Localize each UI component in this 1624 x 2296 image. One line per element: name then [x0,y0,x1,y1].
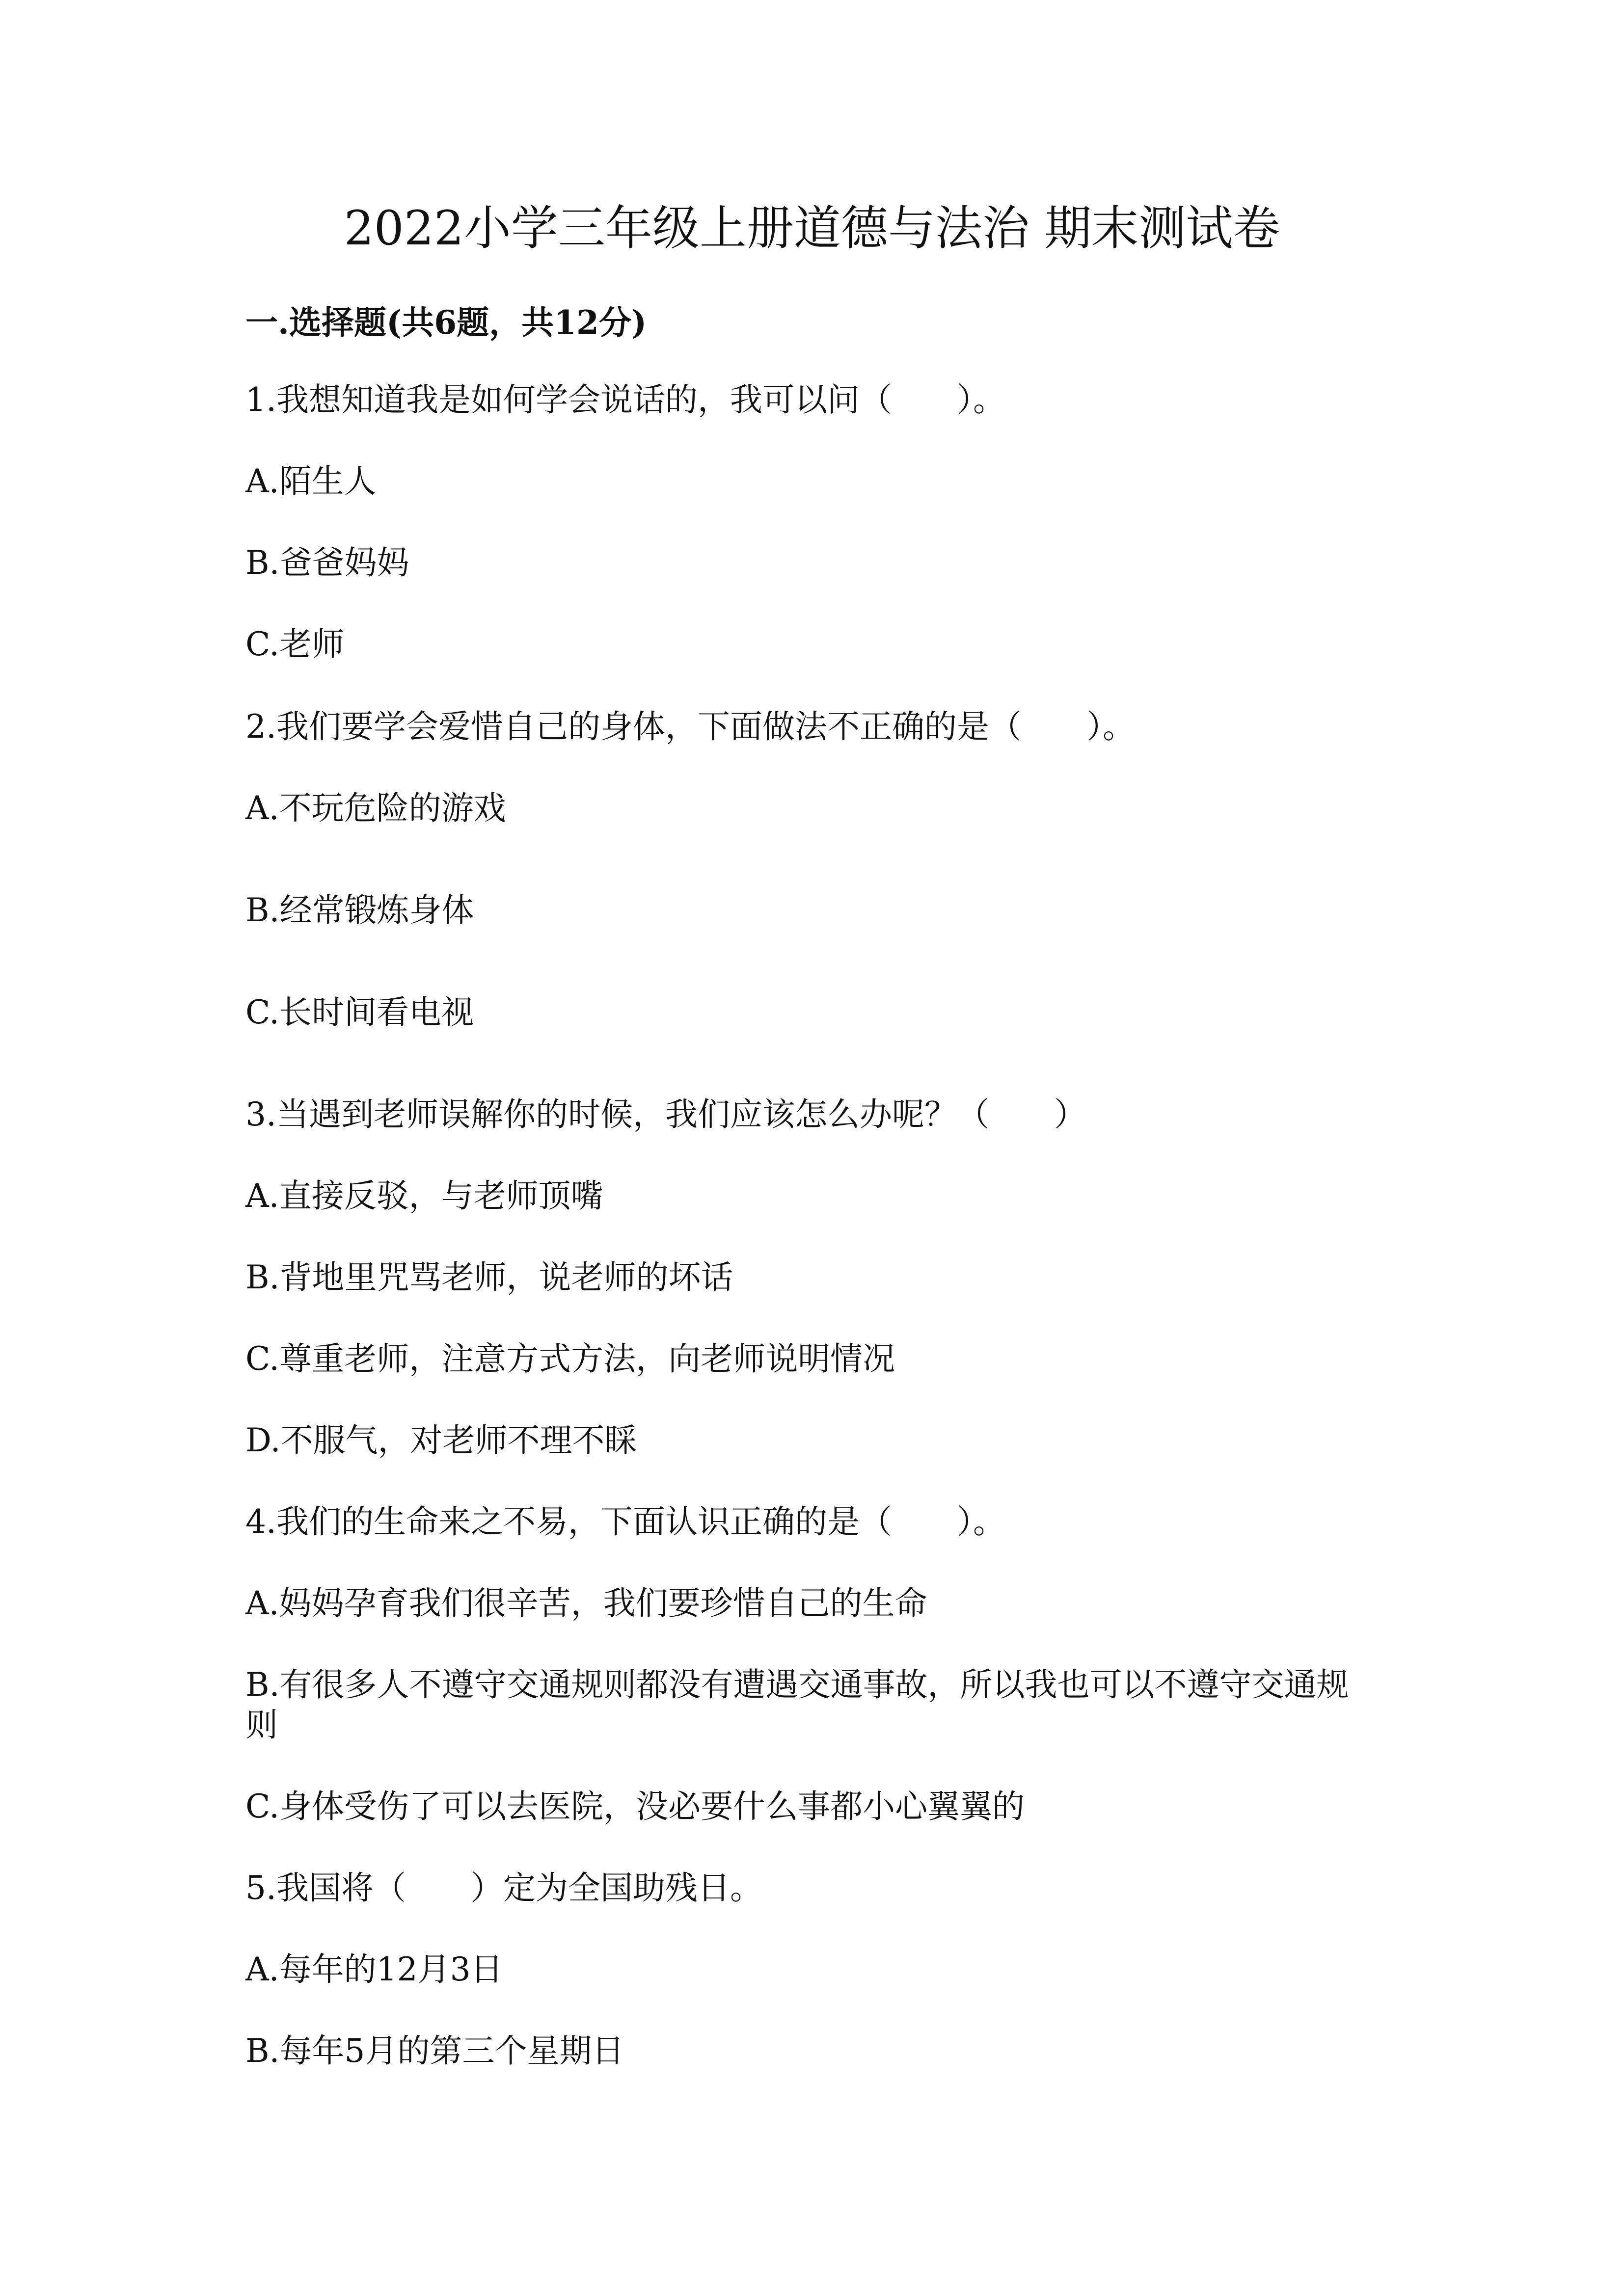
section-heading: 一.选择题(共6题，共12分) [245,303,647,342]
question-5-stem: 5.我国将（ ）定为全国助残日。 [245,1869,762,1907]
question-5-option-a: A.每年的12月3日 [245,1950,503,1988]
question-1-stem: 1.我想知道我是如何学会说话的，我可以问（ ）。 [245,381,1005,419]
question-2-option-c: C.长时间看电视 [245,993,474,1031]
question-3-option-a: A.直接反驳，与老师顶嘴 [245,1177,603,1215]
question-1-option-a: A.陌生人 [245,462,377,500]
question-2-stem: 2.我们要学会爱惜自己的身体，下面做法不正确的是（ ）。 [245,708,1135,746]
question-3-option-c: C.尊重老师，注意方式方法，向老师说明情况 [245,1340,895,1378]
question-1-option-b: B.爸爸妈妈 [245,544,409,582]
question-3-stem: 3.当遇到老师误解你的时候，我们应该怎么办呢？（ ） [245,1095,1086,1133]
question-4-option-c: C.身体受伤了可以去医院，没必要什么事都小心翼翼的 [245,1788,1025,1825]
question-3-option-b: B.背地里咒骂老师，说老师的坏话 [245,1258,733,1296]
page-title: 2022小学三年级上册道德与法治 期末测试卷 [344,201,1280,256]
question-4-stem: 4.我们的生命来之不易，下面认识正确的是（ ）。 [245,1503,1005,1541]
question-2-option-b: B.经常锻炼身体 [245,891,474,929]
question-4-option-b: B.有很多人不遵守交通规则都没有遭遇交通事故，所以我也可以不遵守交通规则 [245,1666,1349,1744]
question-1-option-c: C.老师 [245,625,345,663]
question-4-option-a: A.妈妈孕育我们很辛苦，我们要珍惜自己的生命 [245,1584,927,1622]
question-2-option-a: A.不玩危险的游戏 [245,789,506,827]
question-3-option-d: D.不服气，对老师不理不睬 [245,1421,637,1459]
question-5-option-b: B.每年5月的第三个星期日 [245,2032,624,2070]
